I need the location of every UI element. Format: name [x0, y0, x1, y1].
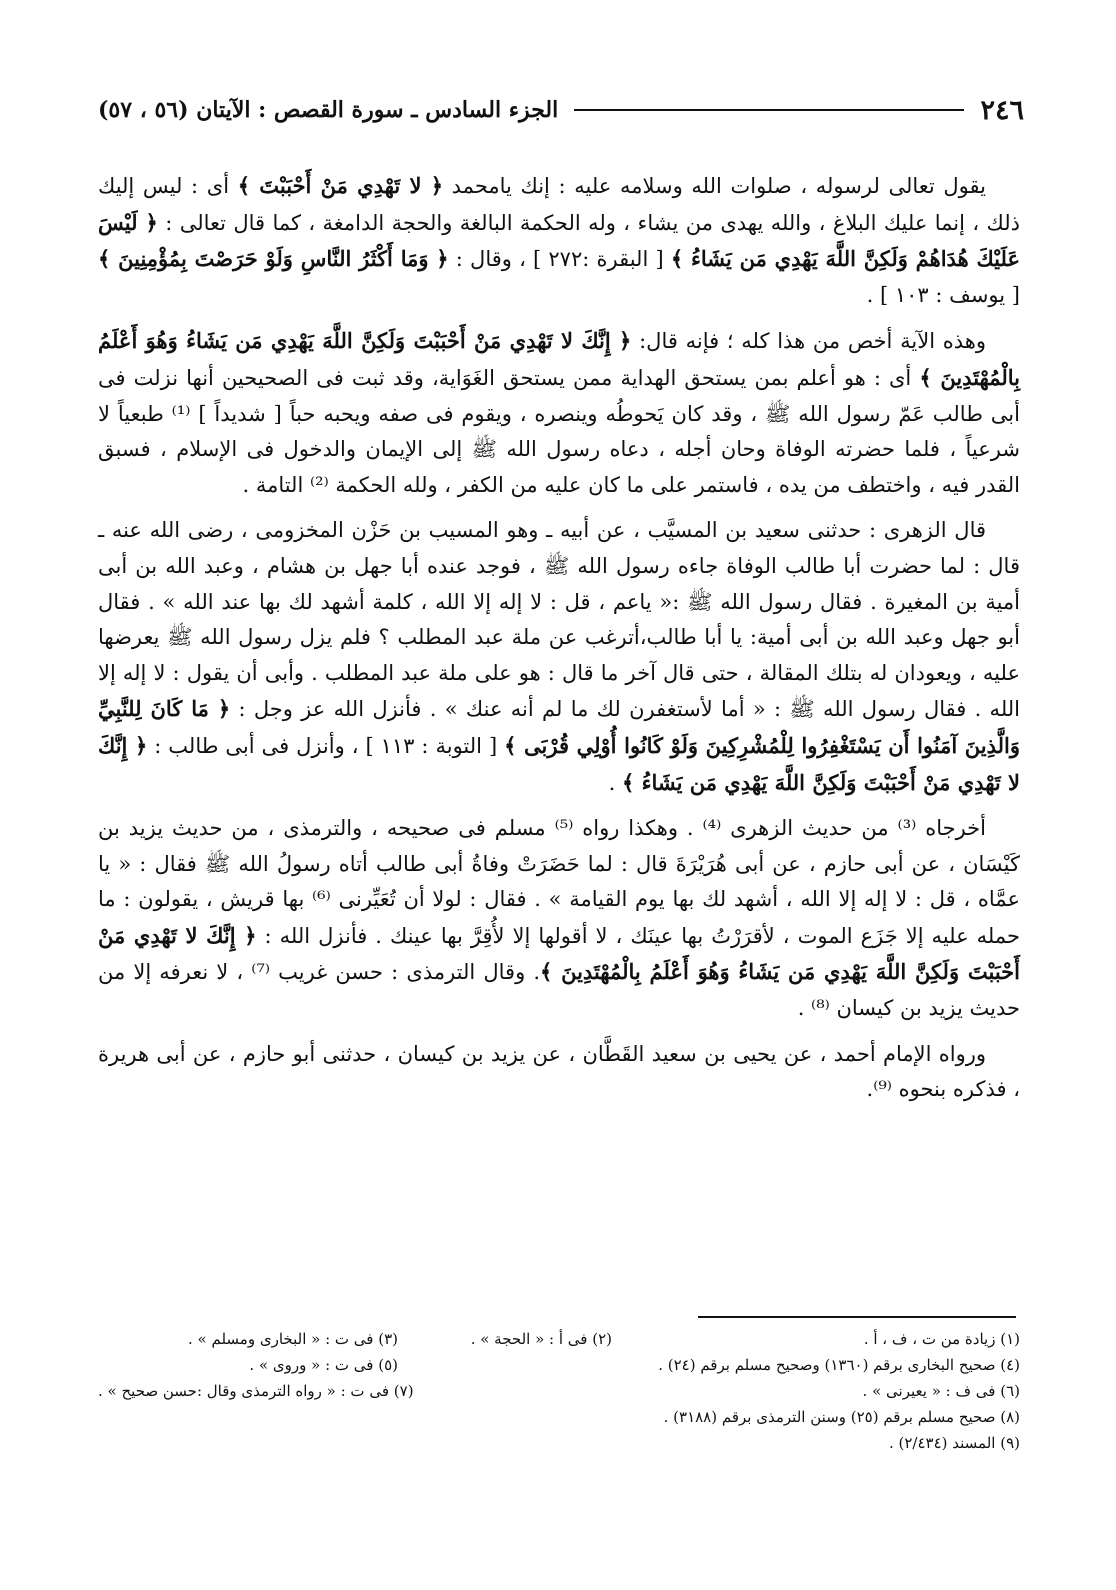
text-run: [ البقرة :٢٧٢ ] ، وقال : [448, 247, 671, 272]
footnote-row [98, 1352, 1020, 1378]
footnote [414, 1378, 623, 1404]
footnote: (٩) المسند (٢/٤٣٤) . [888, 1434, 1020, 1452]
text-run: يقول تعالى لرسوله ، صلوات الله وسلامه عليه : إنك يامحمد [443, 174, 986, 198]
header-rule [574, 109, 964, 111]
footnote: (٥) فى ت : « وروى » . [249, 1356, 398, 1374]
text-run: ورواه الإمام أحمد ، عن يحيى بن سعيد القَطَّان ، عن يزيد بن كيسان ، حدثنى أبو حازم ، عن أبى هريرة ، فذكره بنحوه ⁽⁹⁾. [98, 1041, 1020, 1102]
quran-quote: ﴿ إِنَّكَ لا تَهْدِي مَنْ أَحْبَبْتَ وَلَكِنَّ اللَّهَ يَهْدِي مَن يَشَاءُ وَهُوَ أَعْلَمُ بِالْمُهْتَدِينَ ﴾ [98, 922, 1020, 985]
text-run: [ يوسف : ١٠٣ ] . [866, 282, 1020, 307]
quran-quote: ﴿ وَمَا أَكْثَرُ النَّاسِ وَلَوْ حَرَصْتَ بِمُؤْمِنِينَ ﴾ [98, 246, 449, 272]
footnote-row [98, 1430, 1020, 1456]
quran-quote: ﴿ لا تَهْدِي مَنْ أَحْبَبْتَ ﴾ [237, 173, 444, 198]
text-run: أى : ليس إليك ذلك ، إنما عليك البلاغ ، والله يهدى من يشاء ، وله الحكمة البالغة والحجة الدامغة ، كما قال تعالى : [98, 174, 1020, 235]
text-run: . وقال الترمذى : حسن غريب ⁽⁷⁾ ، لا نعرفه إلا من حديث يزيد بن كيسان ⁽⁸⁾ . [98, 960, 1020, 1021]
text-run: وهذه الآية أخص من هذا كله ؛ فإنه قال: [631, 329, 986, 354]
footnote: (٤) صحيح البخارى برقم (١٣٦٠) وصحيح مسلم برقم (٢٤) . [658, 1356, 1020, 1374]
footnote: (٦) فى ف : « يعيرنى » . [862, 1382, 1020, 1400]
quran-quote: ﴿ إِنَّكَ لا تَهْدِي مَنْ أَحْبَبْتَ وَلَكِنَّ اللَّهَ يَهْدِي مَن يَشَاءُ ﴾ [98, 732, 1020, 795]
paragraph [98, 1037, 1020, 1108]
paragraph [98, 811, 1020, 1027]
quran-quote: ﴿ لَيْسَ عَلَيْكَ هُدَاهُمْ وَلَكِنَّ اللَّهَ يَهْدِي مَن يَشَاءُ ﴾ [98, 209, 1020, 272]
footnotes [98, 1326, 1020, 1456]
footnote: (١) زيادة من ت ، ف ، أ . [863, 1330, 1020, 1348]
text-run: قال الزهرى : حدثنى سعيد بن المسيَّب ، عن أبيه ـ وهو المسيب بن حَزْن المخزومى ، رضى الله عنه ـ قال : لما حضرت أبا طالب الوفاة جاءه رسول الله ﷺ ، فوجد عنده أبا جهل بن هشام ، وعبد الله بن أبى أمية بن المغيرة . فقال رسول الله ﷺ :« ياعم ، قل : لا إله إلا الله ، كلمة أشهد لك بها عند الله » . فقال أبو جهل وعبد الله بن أبى أمية: يا أبا طالب،أترغب عن ملة عبد المطلب ؟ فلم يزل رسول الله ﷺ يعرضها عليه ، ويعودان له بتلك المقالة ، حتى قال آخر ما قال : هو على ملة عبد المطلب . وأبى أن يقول : لا إله إلا الله . فقال رسول الله ﷺ : « أما لأستغفرن لك ما لم أنه عنك » . فأنزل الله عز وجل : [98, 518, 1021, 722]
paragraph [98, 513, 1020, 801]
footnote [398, 1352, 612, 1378]
quran-quote: ﴿ مَا كَانَ لِلنَّبِيِّ وَالَّذِينَ آمَنُوا أَن يَسْتَغْفِرُوا لِلْمُشْرِكِينَ وَلَوْ كَانُوا أُوْلِي قُرْبَى ﴾ [98, 696, 1020, 758]
paragraph [98, 168, 1020, 313]
footnote-separator [698, 1316, 1016, 1318]
footnote: (٣) فى ت : « البخارى ومسلم » . [188, 1330, 398, 1348]
footnote-row [98, 1404, 1020, 1430]
text-run: أخرجاه ⁽³⁾ من حديث الزهرى ⁽⁴⁾ . وهكذا رواه ⁽⁵⁾ مسلم فى صحيحه ، والترمذى ، من حديث يزيد بن كَيْسَان ، عن أبى حازم ، عن أبى هُرَيْرَةَ قال : لما حَضَرَتْ وفاةُ أبى طالب أتاه رسولُ الله ﷺ فقال : « يا عمَّاه ، قل : لا إله إلا الله ، أشهد لك بها يوم القيامة » . فقال : لولا أن تُعَيِّرنى ⁽⁶⁾ بها قريش ، يقولون : ما حمله عليه إلا جَزَع الموت ، لأقرَرْتُ بها عينَك ، لا أقولها إلا لأُقِرَّ بها عينك . فأنزل الله : [98, 816, 1020, 948]
footnote: (٨) صحيح مسلم برقم (٢٥) وسنن الترمذى برقم (٣١٨٨) . [663, 1408, 1020, 1426]
footnote-row [98, 1378, 1020, 1404]
footnote-row [98, 1326, 1020, 1352]
footnote: (٧) فى ت : « رواه الترمذى وقال :حسن صحيح » . [98, 1382, 414, 1400]
footnote: (٢) فى أ : « الحجة » . [470, 1330, 612, 1348]
running-title: الجزء السادس ـ سورة القصص : الآيتان (٥٦ ، ٥٧) [98, 97, 559, 123]
text-run: . [608, 770, 622, 795]
page-number: ٢٤٦ [980, 94, 1024, 126]
text-run: أى : هو أعلم بمن يستحق الهداية ممن يستحق الغَوَاية، وقد ثبت فى الصحيحين أنها نزلت فى أبى طالب عَمّ رسول الله ﷺ ، وقد كان يَحوطُه وينصره ، ويقوم فى صفه ويحبه حباً [ شديداً ] ⁽¹⁾ طبعياً لا شرعياً ، فلما حضرته الوفاة وحان أجله ، دعاه رسول الله ﷺ إلى الإيمان والدخول فى الإسلام ، فسبق القدر فيه ، واختطف من يده ، فاستمر على ما كان عليه من الكفر ، ولله الحكمة ⁽²⁾ التامة . [98, 365, 1020, 497]
paragraph [98, 323, 1020, 503]
running-header [98, 92, 1024, 128]
quran-quote: ﴿ إِنَّكَ لا تَهْدِي مَنْ أَحْبَبْتَ وَلَكِنَّ اللَّهَ يَهْدِي مَن يَشَاءُ وَهُوَ أَعْلَمُ بِالْمُهْتَدِينَ ﴾ [98, 328, 1020, 390]
text-run: [ التوبة : ١١٣ ] ، وأنزل فى أبى طالب : [147, 733, 505, 758]
main-text [98, 168, 1020, 1118]
